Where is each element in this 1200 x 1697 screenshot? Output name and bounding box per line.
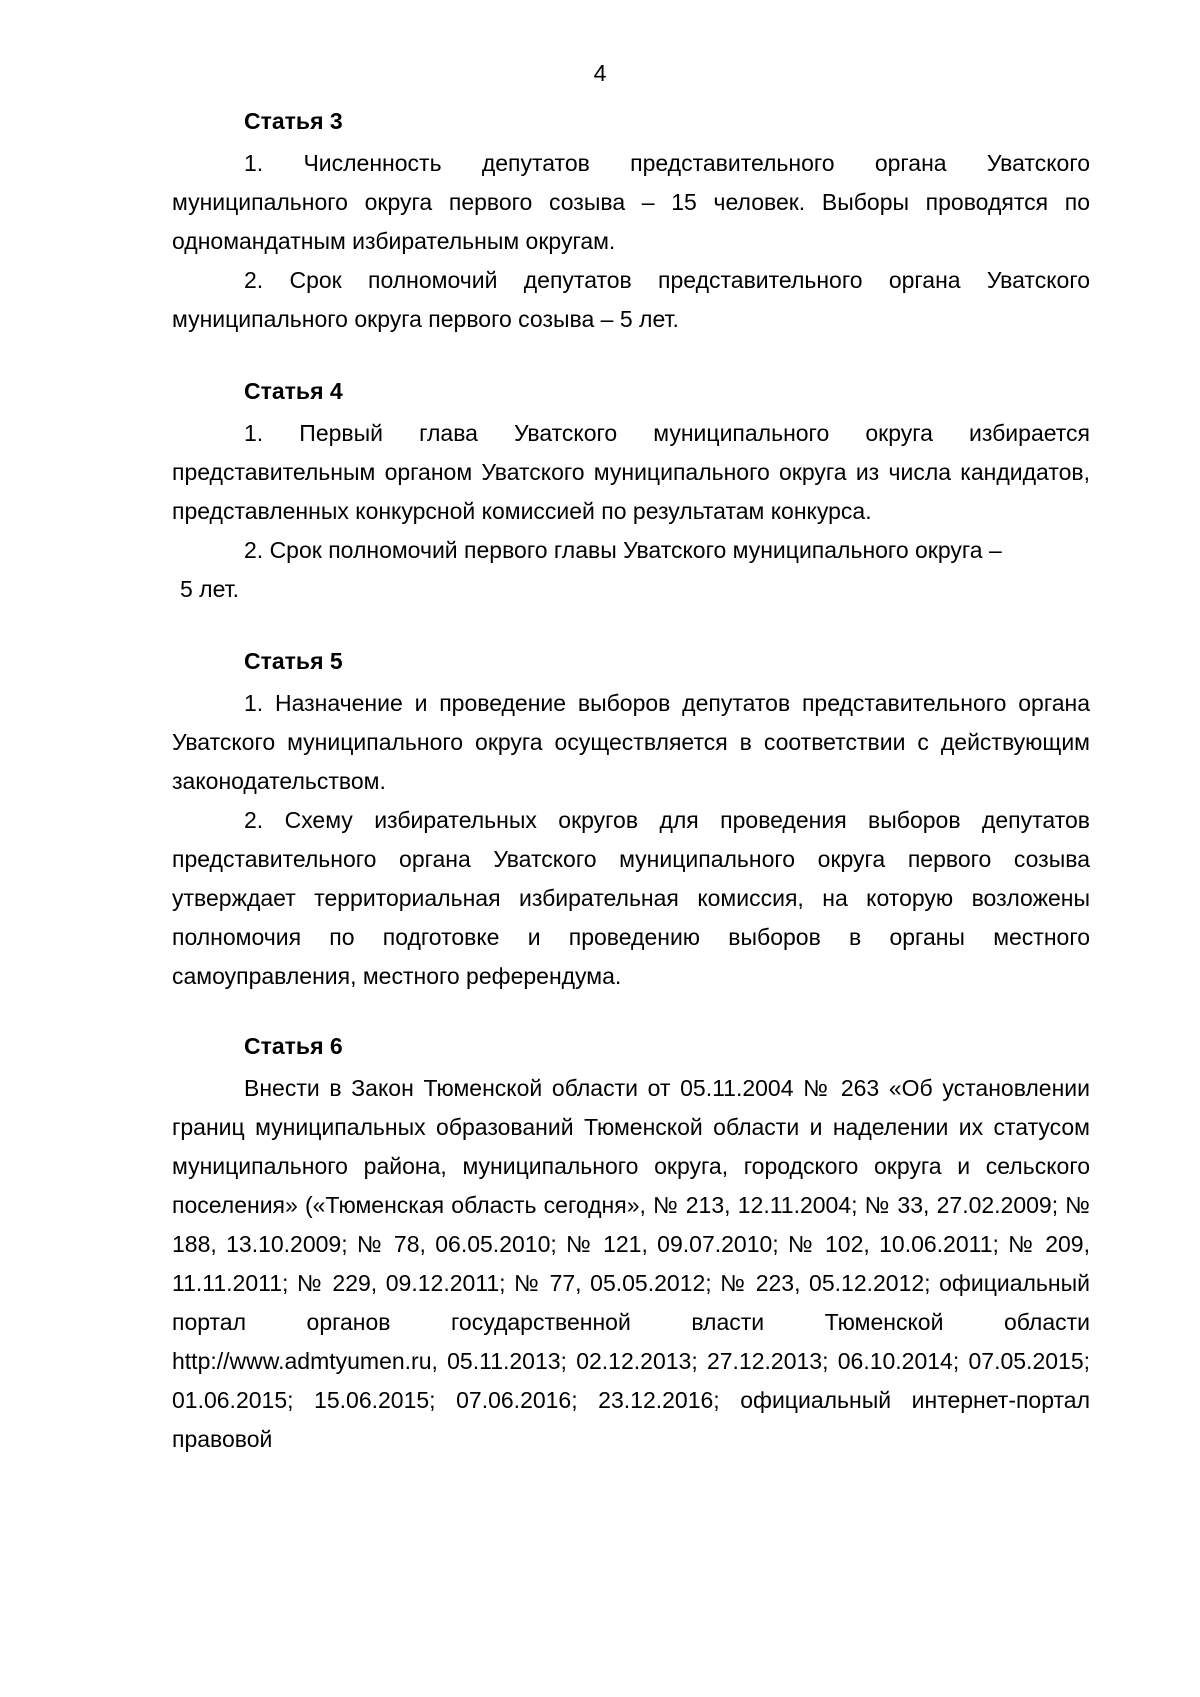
article-paragraph: 2. Схему избирательных округов для проведения выборов депутатов представительного органа Уватского муниципального округа первого созыва утверждает территориальная избирательная комиссия, на которую возложены полномочия по подготовке и проведению выборов в органы местного самоуправления, местного референдума. (172, 807, 1090, 989)
article-paragraph: 2. Срок полномочий первого главы Уватского муниципального округа – (244, 537, 1002, 563)
article-title: Статья 3 (244, 108, 343, 134)
article-paragraph: 1. Назначение и проведение выборов депутатов представительного органа Уватского муниципального округа осуществляется в соответствии с действующим законодательством. (172, 690, 1090, 794)
article-paragraph: 1. Численность депутатов представительного органа Уватского муниципального округа первого созыва – 15 человек. Выборы проводятся по одномандатным избирательным округам. (172, 150, 1090, 254)
article-paragraph: 1. Первый глава Уватского муниципального округа избирается представительным органом Уватского муниципального округа из числа кандидатов, представленных конкурсной комиссией по результатам конкурса. (172, 420, 1090, 524)
article-6 (172, 1031, 1090, 1459)
article-title: Статья 6 (244, 1033, 343, 1059)
article-title: Статья 5 (244, 648, 343, 674)
article-paragraph: 5 лет. (180, 576, 240, 602)
article-paragraph: 2. Срок полномочий депутатов представительного органа Уватского муниципального округа первого созыва – 5 лет. (172, 267, 1090, 332)
article-3 (172, 106, 1090, 339)
article-title: Статья 4 (244, 378, 343, 404)
article-4 (172, 376, 1090, 609)
page-number: 4 (593, 60, 607, 86)
article-5 (172, 646, 1090, 996)
article-paragraph: Внести в Закон Тюменской области от 05.11.2004 № 263 «Об установлении границ муниципальных образований Тюменской области и наделении их статусом муниципального района, муниципального округа, городского округа и сельского поселения» («Тюменская область сегодня», № 213, 12.11.2004; № 33, 27.02.2009; № 188, 13.10.2009; № 78, 06.05.2010; № 121, 09.07.2010; № 102, 10.06.2011; № 209, 11.11.2011; № 229, 09.12.2011; № 77, 05.05.2012; № 223, 05.12.2012; официальный портал органов государственной власти Тюменской области http://www.admtyumen.ru, 05.11.2013; 02.12.2013; 27.12.2013; 06.10.2014; 07.05.2015; 01.06.2015; 15.06.2015; 07.06.2016; 23.12.2016; официальный интернет-портал правовой (172, 1075, 1090, 1452)
